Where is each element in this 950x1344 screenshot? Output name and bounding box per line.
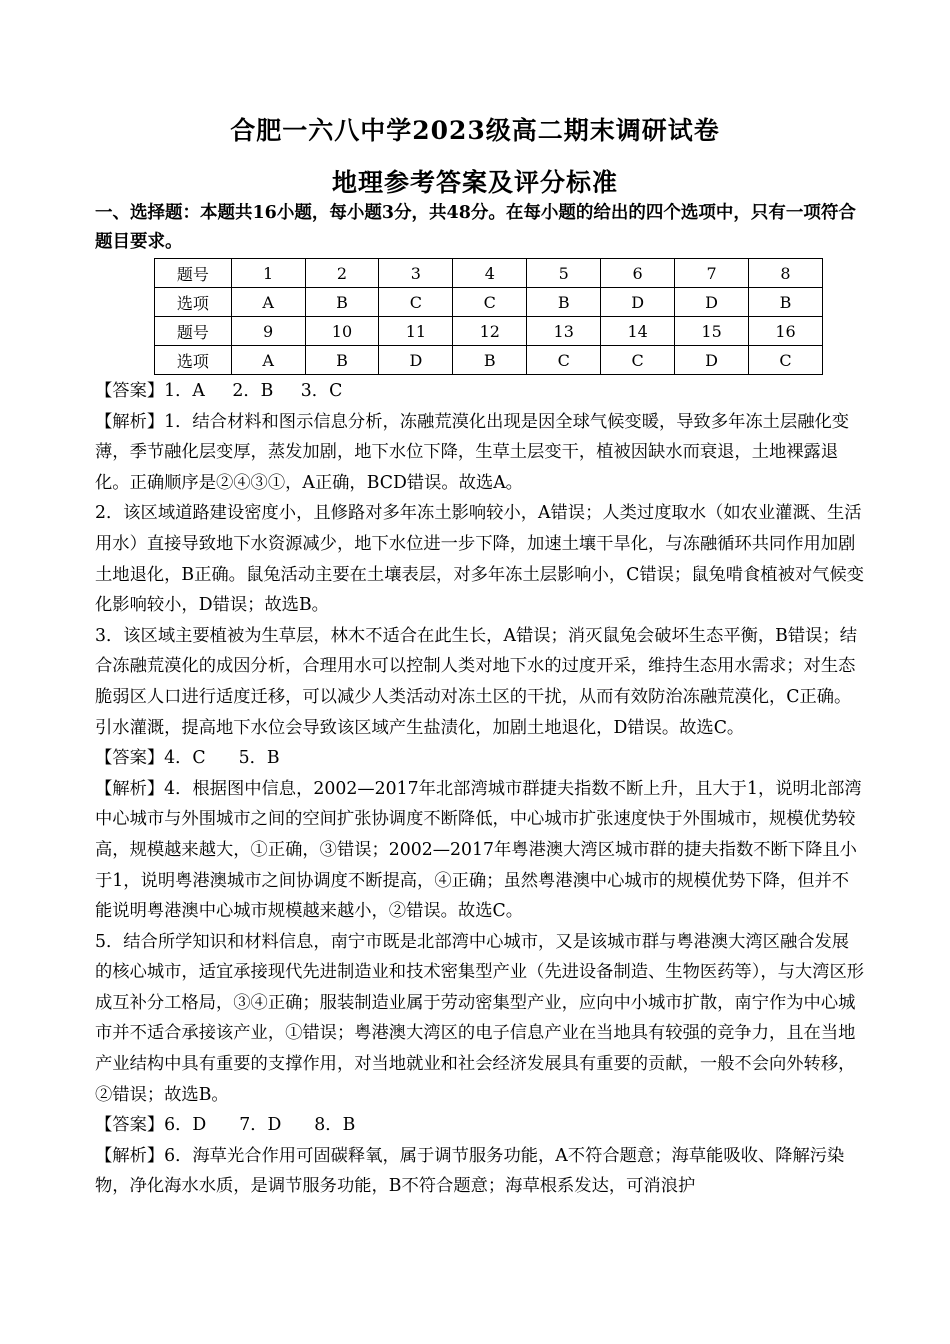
- section-heading: 一、选择题：本题共16小题，每小题3分，共48分。在每小题的给出的四个选项中，只有一项符合题目要求。: [95, 203, 856, 252]
- table-cell: 16: [749, 317, 823, 346]
- table-cell: B: [305, 288, 379, 317]
- table-cell: A: [231, 346, 305, 375]
- table-row: [155, 346, 823, 375]
- answer-explanations: [95, 376, 865, 1202]
- table-cell: 4: [453, 259, 527, 288]
- answer-key-1-3: 【答案】1．A 2．B 3．C: [95, 381, 343, 401]
- table-cell: C: [453, 288, 527, 317]
- table-cell: 题号: [155, 259, 232, 288]
- answer-table: [154, 258, 823, 375]
- table-cell: 12: [453, 317, 527, 346]
- explanation-3: 3．该区域主要植被为生草层，林木不适合在此生长，A错误；消灭鼠兔会破坏生态平衡，B错误；结合冻融荒漠化的成因分析，合理用水可以控制人类对地下水的过度开采，维持生态用水需求；对生态脆弱区人口进行适度迁移，可以减少人类活动对冻土区的干扰，从而有效防治冻融荒漠化，C正确。引水灌溉，提高地下水位会导致该区域产生盐渍化，加剧土地退化，D错误。故选C。: [95, 625, 857, 738]
- table-cell: 选项: [155, 346, 232, 375]
- table-cell: B: [453, 346, 527, 375]
- table-cell: C: [527, 346, 601, 375]
- explanation-5: 5．结合所学知识和材料信息，南宁市既是北部湾中心城市，又是该城市群与粤港澳大湾区融合发展的核心城市，适宜承接现代先进制造业和技术密集型产业（先进设备制造、生物医药等），与大湾区形成互补分工格局，③④正确；服装制造业属于劳动密集型产业，应向中小城市扩散，南宁作为中心城市并不适合承接该产业，①错误；粤港澳大湾区的电子信息产业在当地具有较强的竞争力，且在当地产业结构中具有重要的支撑作用，对当地就业和社会经济发展具有重要的贡献，一般不会向外转移，②错误；故选B。: [95, 931, 865, 1105]
- answer-key-4-5: 【答案】4．C 5．B: [95, 748, 280, 769]
- table-cell: 13: [527, 317, 601, 346]
- table-row: [155, 259, 823, 288]
- table-cell: D: [675, 346, 749, 375]
- explanation-6: 【解析】6．海草光合作用可固碳释氧，属于调节服务功能，A不符合题意；海草能吸收、降解污染物，净化海水水质，是调节服务功能，B不符合题意；海草根系发达，可消浪护: [95, 1145, 845, 1197]
- table-cell: C: [749, 346, 823, 375]
- table-cell: 14: [601, 317, 675, 346]
- table-cell: B: [305, 346, 379, 375]
- table-cell: D: [601, 288, 675, 317]
- table-row: [155, 288, 823, 317]
- table-cell: 6: [601, 259, 675, 288]
- table-cell: 2: [305, 259, 379, 288]
- table-cell: 题号: [155, 317, 232, 346]
- explanation-4: 【解析】4．根据图中信息，2002—2017年北部湾城市群捷夫指数不断上升，且大于1，说明北部湾中心城市与外围城市之间的空间扩张协调度不断降低，中心城市扩张速度快于外围城市，规模优势较高，规模越来越大，①正确，③错误；2002—2017年粤港澳大湾区城市群的捷夫指数不断下降且小于1，说明粤港澳城市之间协调度不断提高，④正确；虽然粤港澳中心城市的规模优势下降，但并不能说明粤港澳中心城市规模越来越小，②错误。故选C。: [95, 778, 862, 922]
- document-subtitle: 地理参考答案及评分标准: [331, 168, 618, 197]
- table-cell: B: [749, 288, 823, 317]
- table-cell: D: [675, 288, 749, 317]
- table-cell: 10: [305, 317, 379, 346]
- table-row: [155, 317, 823, 346]
- table-cell: 3: [379, 259, 453, 288]
- document-title: 合肥一六八中学2023级高二期末调研试卷: [230, 116, 720, 145]
- explanation-2: 2．该区域道路建设密度小，且修路对多年冻土影响较小，A错误；人类过度取水（如农业灌溉、生活用水）直接导致地下水资源减少，地下水位进一步下降，加速土壤干旱化，与冻融循环共同作用加剧土地退化，B正确。鼠兔活动主要在土壤表层，对多年冻土层影响小，C错误；鼠兔啃食植被对气候变化影响较小，D错误；故选B。: [95, 503, 865, 616]
- answer-key-6-8: 【答案】6．D 7．D 8．B: [95, 1115, 356, 1136]
- explanation-1: 【解析】1．结合材料和图示信息分析，冻融荒漠化出现是因全球气候变暖，导致多年冻土层融化变薄，季节融化层变厚，蒸发加剧，地下水位下降，生草土层变干，植被因缺水而衰退，土地裸露退化。正确顺序是②④③①，A正确，BCD错误。故选A。: [95, 411, 850, 493]
- table-cell: 8: [749, 259, 823, 288]
- table-cell: 7: [675, 259, 749, 288]
- table-cell: B: [527, 288, 601, 317]
- table-cell: 选项: [155, 288, 232, 317]
- table-cell: A: [231, 288, 305, 317]
- table-cell: C: [601, 346, 675, 375]
- table-cell: 15: [675, 317, 749, 346]
- table-cell: 1: [231, 259, 305, 288]
- table-cell: C: [379, 288, 453, 317]
- table-cell: 11: [379, 317, 453, 346]
- table-cell: 5: [527, 259, 601, 288]
- table-cell: D: [379, 346, 453, 375]
- table-cell: 9: [231, 317, 305, 346]
